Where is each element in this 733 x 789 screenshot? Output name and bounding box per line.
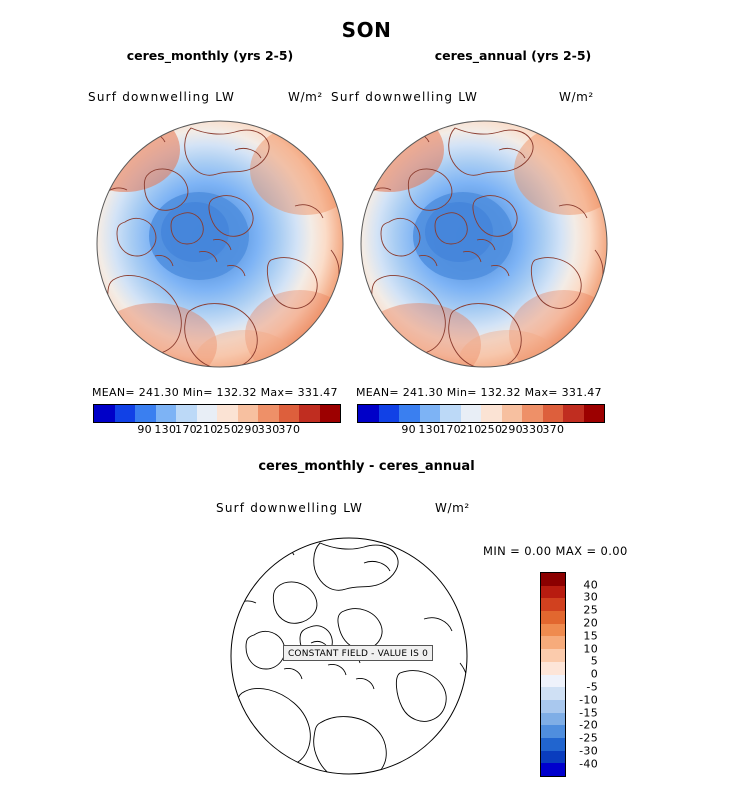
colorbar-tick: -25 (579, 731, 598, 745)
panel-title-right: ceres_annual (yrs 2-5) (434, 48, 592, 63)
colorbar-tick: 170 (175, 423, 197, 436)
stats-line-left: MEAN= 241.30 Min= 132.32 Max= 331.47 (92, 386, 338, 399)
colorbar-tick: -10 (579, 693, 598, 707)
colorbar-tick: 170 (439, 423, 461, 436)
colorbar-left (93, 404, 341, 439)
colorbar-right-ticks (357, 423, 605, 439)
colorbar-tick: 10 (583, 642, 598, 655)
colorbar-tick: -5 (586, 680, 598, 694)
colorbar-tick: 290 (237, 423, 259, 436)
colorbar-tick: 90 (137, 423, 152, 436)
page-title: SON (341, 18, 392, 42)
minmax-label-diff: MIN = 0.00 MAX = 0.00 (483, 544, 628, 558)
panel-title-left: ceres_monthly (yrs 2-5) (126, 48, 294, 63)
colorbar-tick: -40 (579, 757, 598, 771)
variable-label-left: Surf downwelling LW (88, 90, 236, 104)
units-label-right: W/m² (559, 90, 594, 104)
colorbar-left-swatches (93, 404, 341, 423)
colorbar-right-swatches (357, 404, 605, 423)
colorbar-tick: 40 (583, 578, 598, 591)
colorbar-tick: 5 (590, 654, 598, 668)
colorbar-tick: 25 (583, 603, 598, 617)
colorbar-tick: 210 (459, 423, 482, 436)
map-plot-right (359, 110, 609, 378)
colorbar-tick: 250 (216, 423, 239, 436)
units-label-diff: W/m² (435, 501, 470, 515)
colorbar-tick: 290 (501, 423, 523, 436)
colorbar-tick: -15 (579, 706, 598, 719)
colorbar-tick: 20 (583, 616, 598, 630)
colorbar-tick: 250 (480, 423, 503, 436)
colorbar-diff-swatches (540, 572, 566, 777)
stats-line-right: MEAN= 241.30 Min= 132.32 Max= 331.47 (356, 386, 602, 399)
variable-label-diff: Surf downwelling LW (216, 501, 364, 515)
colorbar-diff-ticks (574, 572, 614, 777)
colorbar-tick: 330 (257, 423, 280, 436)
constant-field-note: CONSTANT FIELD - VALUE IS 0 (283, 645, 433, 661)
colorbar-tick: -30 (579, 744, 598, 758)
colorbar-left-ticks (93, 423, 341, 439)
colorbar-right (357, 404, 605, 439)
colorbar-tick: -20 (579, 718, 598, 732)
colorbar-tick: 370 (278, 423, 301, 436)
colorbar-tick: 90 (401, 423, 416, 436)
colorbar-tick: 210 (195, 423, 218, 436)
units-label-left: W/m² (288, 90, 323, 104)
map-plot-left (95, 110, 345, 378)
colorbar-tick: 130 (154, 423, 177, 436)
colorbar-tick: 370 (542, 423, 565, 436)
panel-title-diff: ceres_monthly - ceres_annual (258, 459, 475, 474)
colorbar-tick: 130 (418, 423, 441, 436)
colorbar-tick: 330 (521, 423, 544, 436)
variable-label-right: Surf downwelling LW (331, 90, 479, 104)
colorbar-tick: 15 (583, 629, 598, 643)
colorbar-tick: 30 (583, 590, 598, 604)
colorbar-tick: 0 (590, 667, 598, 681)
